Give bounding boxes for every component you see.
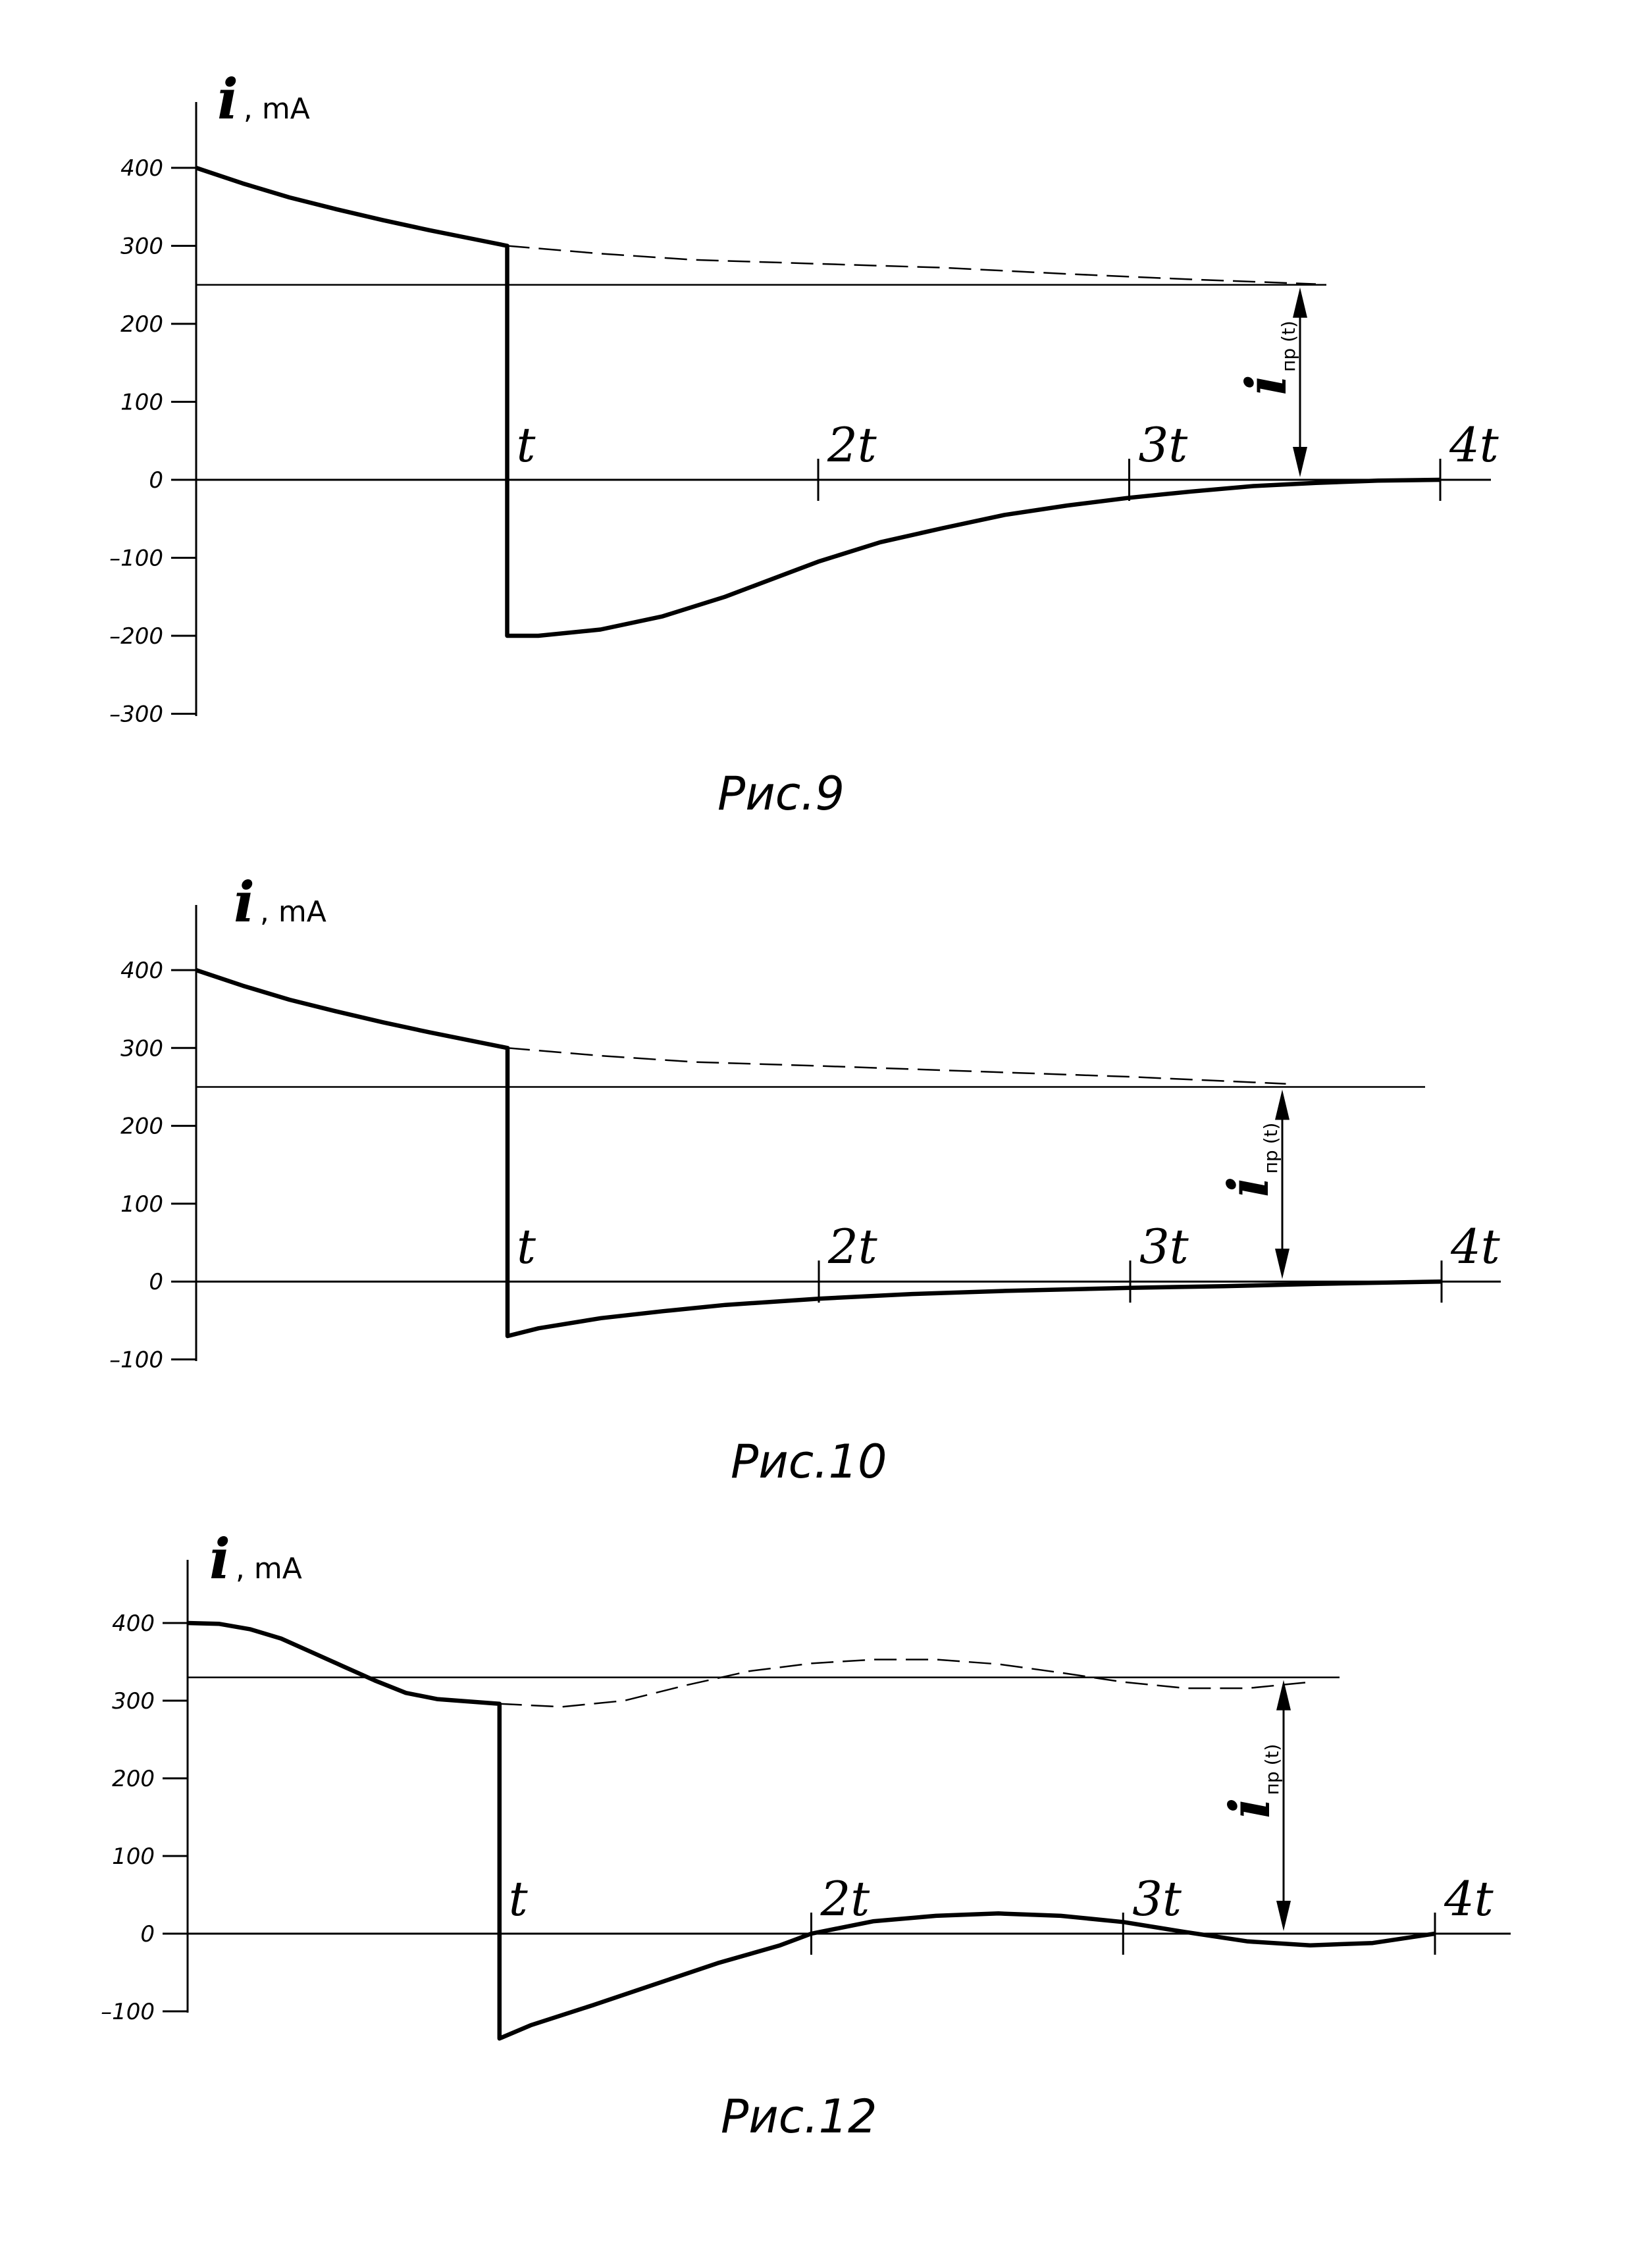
x-tick-label: 3t	[1138, 417, 1188, 473]
arrow-head-down	[1275, 1249, 1289, 1279]
x-tick-label: 3t	[1139, 1219, 1189, 1275]
x-tick-label: 3t	[1132, 1871, 1182, 1926]
x-tick-label: 2t	[820, 1871, 870, 1926]
y-tick-label: 100	[120, 389, 163, 416]
y-tick-label: –100	[109, 545, 163, 572]
series-solid	[188, 1623, 1435, 2038]
y-tick-label: 300	[112, 1688, 155, 1714]
chart-panel-2	[109, 869, 1501, 1489]
figure-caption: Рис.10	[731, 1435, 887, 1489]
y-tick-label: –300	[109, 701, 163, 728]
y-tick-label: 400	[120, 155, 163, 182]
x-tick-label: 4t	[1444, 1871, 1494, 1926]
y-tick-label: –200	[109, 623, 163, 650]
x-tick-label: 4t	[1451, 1219, 1500, 1275]
y-axis-label: i , mA	[217, 66, 310, 132]
y-tick-label: 200	[120, 1113, 163, 1140]
y-tick-label: 400	[112, 1611, 155, 1637]
chart-panel-1	[109, 66, 1499, 821]
series-dashed	[500, 1660, 1311, 1707]
arrow-head-up	[1275, 1089, 1289, 1120]
x-tick-label: 2t	[828, 1219, 877, 1275]
y-tick-label: 300	[120, 1035, 163, 1062]
x-tick-label: t	[508, 1871, 528, 1926]
y-tick-label: 400	[120, 958, 163, 984]
arrow-head-up	[1293, 288, 1307, 318]
y-tick-label: 200	[112, 1766, 155, 1792]
annotation-label: iпр (t)	[1234, 321, 1299, 396]
x-tick-label: 4t	[1449, 417, 1499, 473]
y-tick-label: 0	[149, 1269, 163, 1296]
y-tick-label: 100	[112, 1843, 155, 1870]
y-axis-label: i , mA	[234, 869, 326, 935]
y-tick-label: 200	[120, 311, 163, 338]
y-tick-label: –100	[101, 1999, 155, 2025]
y-tick-label: 0	[149, 467, 163, 494]
y-axis-label: i , mA	[209, 1526, 302, 1591]
figure-caption: Рис.9	[717, 767, 845, 821]
y-tick-label: 100	[120, 1191, 163, 1218]
annotation-label: iпр (t)	[1216, 1122, 1282, 1198]
annotation-label: iпр (t)	[1217, 1743, 1283, 1819]
x-tick-label: 2t	[827, 417, 877, 473]
arrow-head-down	[1276, 1901, 1291, 1931]
y-tick-label: –100	[109, 1347, 163, 1374]
series-dashed	[508, 246, 1316, 284]
x-tick-label: t	[516, 417, 536, 473]
arrow-head-down	[1293, 447, 1307, 477]
x-tick-label: t	[517, 1219, 536, 1275]
figure-caption: Рис.12	[721, 2090, 877, 2144]
series-dashed	[508, 1048, 1286, 1083]
chart-panel-3	[101, 1526, 1511, 2144]
series-solid	[196, 168, 1440, 636]
y-tick-label: 0	[140, 1921, 155, 1947]
y-tick-label: 300	[120, 233, 163, 260]
